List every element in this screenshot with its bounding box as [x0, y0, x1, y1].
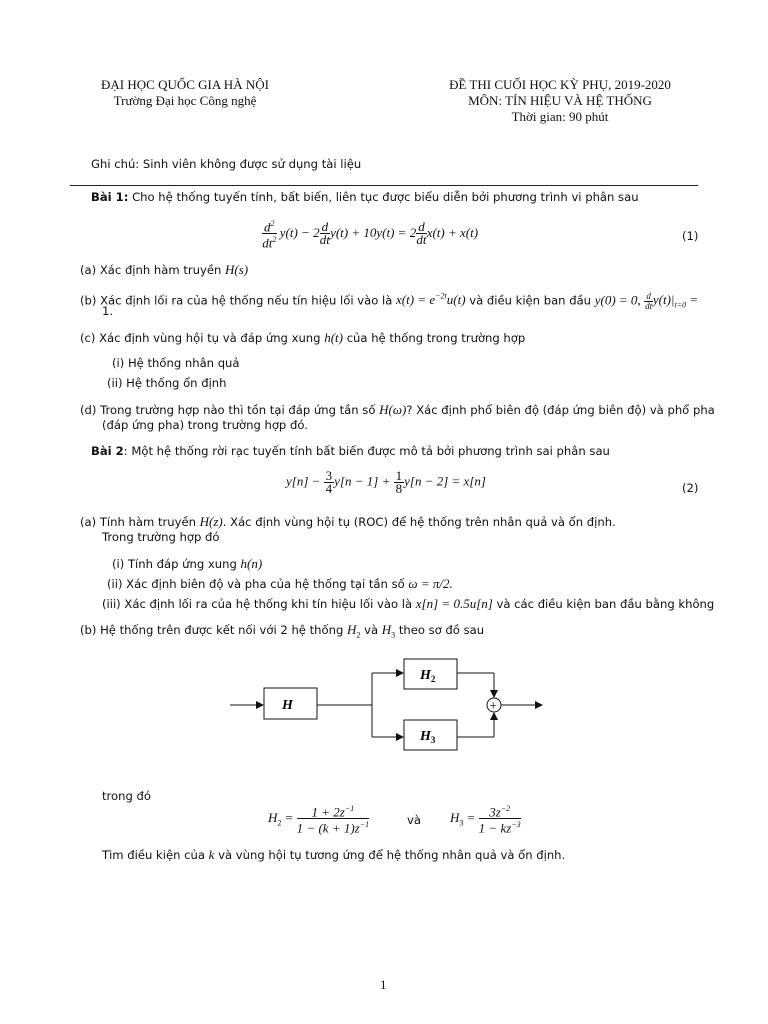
exam-note: Ghi chú: Sinh viên không được sử dụng tài liệu: [91, 157, 362, 171]
exam-header: [440, 77, 680, 125]
problem-2-label: Bài 2: [91, 444, 124, 458]
problem-1c: (c) Xác định vùng hội tụ và đáp ứng xung h(t) của hệ thống trong trường hợp: [80, 330, 526, 345]
and-label: và: [407, 813, 421, 827]
problem-1c-ii: (ii) Hệ thống ổn định: [107, 376, 227, 390]
header-divider: [70, 185, 698, 186]
sum-symbol: +: [489, 697, 497, 713]
problem-2b: (b) Hệ thống trên được kết nối với 2 hệ thống $H_2$ và $H_3$ theo sơ đồ sau: [80, 622, 485, 640]
subject-name: MÔN: TÍN HIỆU VÀ HỆ THỐNG: [468, 93, 652, 108]
h3-formula: $H_3$ = $\frac{3z^{-2}}{1 - kz^{-3}}$: [450, 804, 521, 836]
problem-1a: (a) Xác định hàm truyền H(s): [80, 262, 249, 277]
problem-2a-i: (i) Tính đáp ứng xung h(n): [112, 556, 263, 571]
final-question: Tìm điều kiện của k và vùng hội tụ tương ứng để hệ thống nhân quả và ổn định.: [102, 847, 566, 862]
equation-1: $\frac{d^2}{dt^2}$ y(t) − 2 $\frac{d}{dt}$ y(t) + 10y(t) = 2 $\frac{d}{dt}$ x(t) + x(t): [262, 219, 479, 251]
problem-1d: (d) Trong trường hợp nào thì tồn tại đáp ứng tần số H(ω)? Xác định phổ biên độ (đáp ứng biên độ) và phổ pha: [80, 402, 715, 417]
h2-formula: $H_2$ = $\frac{1 + 2z^{-1}}{1 - (k + 1)z^{-1}}$: [268, 804, 370, 836]
problem-1b: (b) Xác định lối ra của hệ thống nếu tín hiệu lối vào là $x(t) = e^{-2t}u(t)$ và điều kiện ban đầu y(0) = 0, $\frac{d}{dt}$ $y(t)|_{t=0}$ =: [80, 290, 699, 311]
school-name: Trường Đại học Công nghệ: [113, 93, 257, 108]
problem-1c-i: (i) Hệ thống nhân quả: [112, 356, 240, 370]
problem-2a-continued: Trong trường hợp đó: [102, 530, 220, 544]
problem-1b-continued: 1.: [102, 304, 114, 318]
problem-2a-ii: (ii) Xác định biên độ và pha của hệ thống tại tần số ω = π/2.: [107, 576, 453, 591]
block-h3-label: $H_3$: [420, 729, 436, 745]
university-header: [80, 77, 290, 109]
equation-2-number: (2): [682, 481, 699, 495]
block-h-label: H: [282, 698, 293, 713]
problem-1-intro: [91, 190, 639, 204]
university-name: ĐẠI HỌC QUỐC GIA HÀ NỘI: [101, 77, 269, 92]
problem-2a: (a) Tính hàm truyền H(z). Xác định vùng hội tụ (ROC) để hệ thống trên nhân quả và ổn định.: [80, 514, 616, 529]
equation-2: y[n] − $\frac{3}{4}$ y[n − 1] + $\frac{1}{8}$ y[n − 2] = x[n]: [286, 468, 486, 496]
equation-1-number: (1): [682, 229, 699, 243]
problem-1-label: Bài 1:: [91, 190, 129, 204]
problem-1d-continued: (đáp ứng pha) trong trường hợp đó.: [102, 418, 308, 432]
block-h2-label: $H_2$: [420, 668, 436, 684]
exam-duration: Thời gian: 90 phút: [511, 109, 609, 124]
block-diagram: [220, 648, 550, 758]
page-number: 1: [380, 977, 387, 992]
trong-do-label: trong đó: [102, 789, 151, 803]
problem-2a-iii: (iii) Xác định lối ra của hệ thống khi tín hiệu lối vào là x[n] = 0.5u[n] và các điều kiện ban đầu bằng không: [102, 596, 715, 611]
exam-title: ĐỀ THI CUỐI HỌC KỲ PHỤ, 2019-2020: [449, 77, 671, 92]
problem-1-text: Cho hệ thống tuyến tính, bất biến, liên tục được biểu diễn bởi phương trình vi phân sau: [132, 190, 639, 204]
problem-2-intro: Bài 2: Một hệ thống rời rạc tuyến tính bất biến được mô tả bởi phương trình sai phân sau: [91, 444, 610, 458]
